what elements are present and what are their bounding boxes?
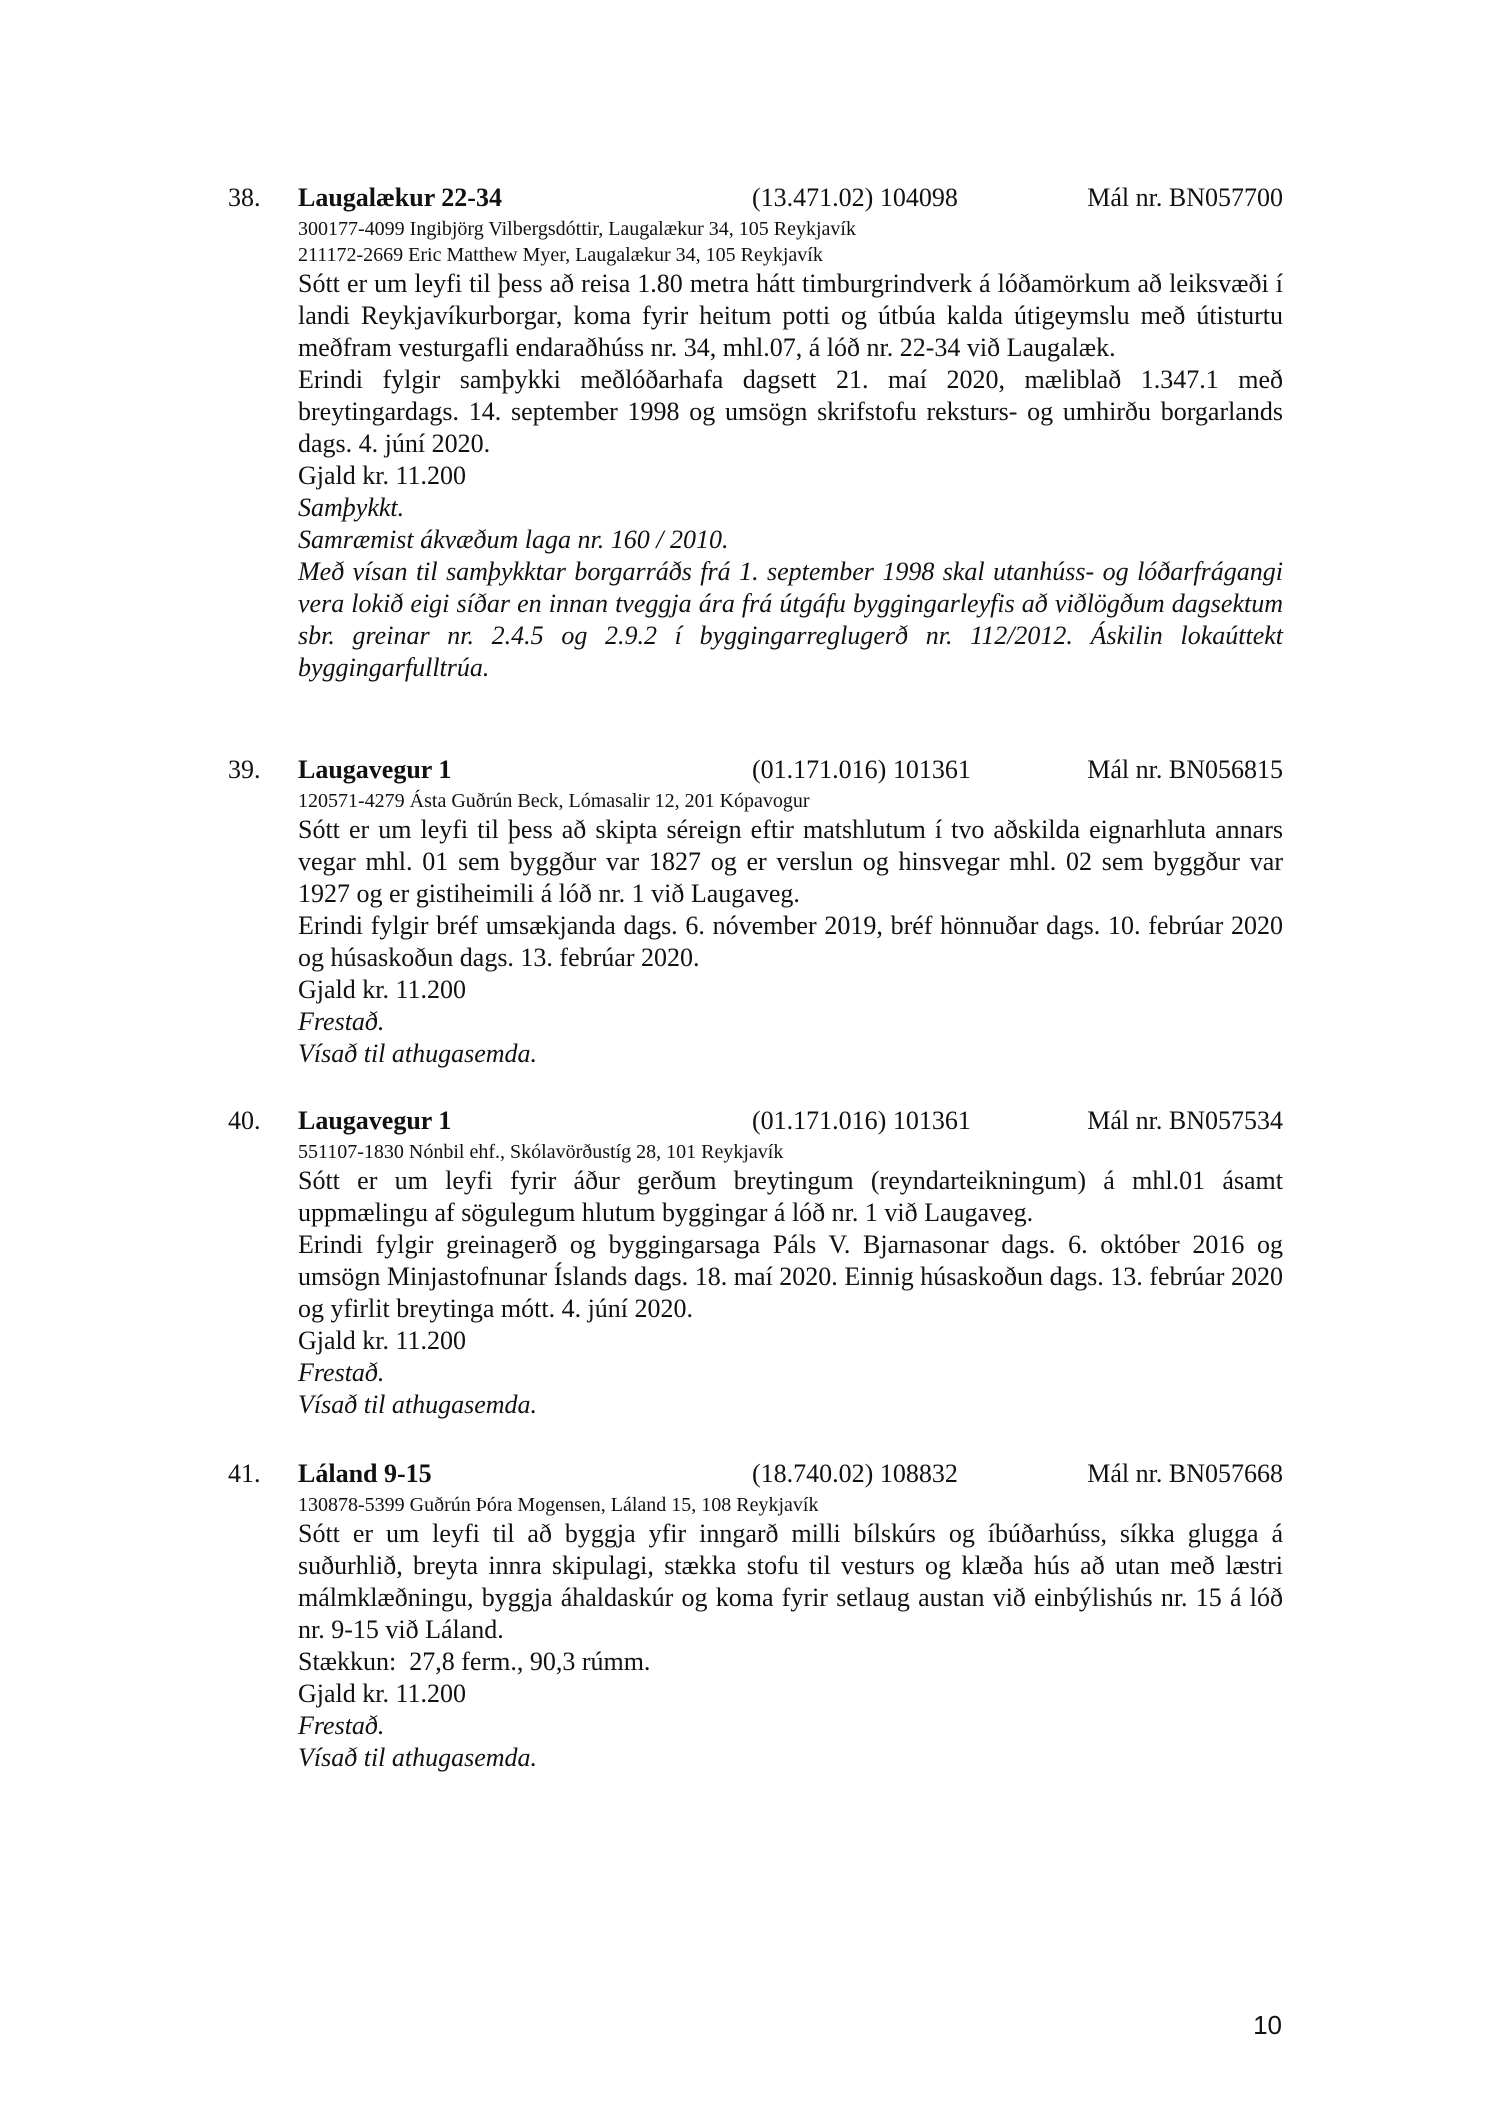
case-fee: Gjald kr. 11.200 <box>298 461 467 490</box>
case-header <box>228 180 1283 216</box>
case-attachments: Erindi fylgir bréf umsækjanda dags. 6. nóvember 2019, bréf hönnuðar dags. 10. febrúar 2020 og húsaskoðun dags. 13. febrúar 2020. <box>298 911 1283 972</box>
case-condition: Með vísan til samþykktar borgarráðs frá 1. september 1998 skal utanhúss- og lóðarfrágangi vera lokið eigi síðar en innan tveggja ára frá útgáfu byggingarleyfis að viðlögðum dagsektum sbr. greinar nr. 2.4.5 og 2.9.2 í byggingarreglugerð nr. 112/2012. Áskilin lokaúttekt byggingarfulltrúa. <box>298 557 1283 682</box>
case-header <box>228 752 1283 788</box>
applicant: 300177-4099 Ingibjörg Vilbergsdóttir, Laugalækur 34, 105 Reykjavík <box>298 218 856 240</box>
case-attachments: Erindi fylgir samþykki meðlóðarhafa dagsett 21. maí 2020, mæliblað 1.347.1 með breytingardags. 14. september 1998 og umsögn skrifstofu reksturs- og umhirðu borgarlands dags. 4. júní 2020. <box>298 365 1283 458</box>
case-fee: Gjald kr. 11.200 <box>298 975 467 1004</box>
case-body <box>298 1492 1283 1774</box>
case-land-reference: (13.471.02) 104098 <box>752 183 958 212</box>
case-decision: Frestað. <box>298 1007 385 1036</box>
case-description: Sótt er um leyfi til þess að skipta séreign eftir matshlutum í tvo aðskilda eignarhluta annars vegar mhl. 01 sem byggður var 1827 og er verslun og hinsvegar mhl. 02 sem byggður var 1927 og er gistiheimili á lóð nr. 1 við Laugaveg. <box>298 815 1283 908</box>
case-number: 40. <box>228 1106 261 1135</box>
case-number: 41. <box>228 1459 261 1488</box>
applicant: 211172-2669 Eric Matthew Myer, Laugalækur 34, 105 Reykjavík <box>298 244 823 266</box>
case-fee: Gjald kr. 11.200 <box>298 1679 467 1708</box>
case-item <box>228 1103 1283 1421</box>
case-land-reference: (18.740.02) 108832 <box>752 1459 958 1488</box>
case-note: Vísað til athugasemda. <box>298 1039 538 1068</box>
case-note: Vísað til athugasemda. <box>298 1390 538 1419</box>
applicant: 120571-4279 Ásta Guðrún Beck, Lómasalir 12, 201 Kópavogur <box>298 790 810 812</box>
page-number: 10 <box>1253 2010 1282 2040</box>
applicant: 551107-1830 Nónbil ehf., Skólavörðustíg 28, 101 Reykjavík <box>298 1141 784 1163</box>
case-description: Sótt er um leyfi til þess að reisa 1.80 metra hátt timburgrindverk á lóðamörkum að leiksvæði í landi Reykjavíkurborgar, koma fyrir heitum potti og útbúa kalda útigeymslu með útisturtu meðfram vesturgafli endaraðhúss nr. 34, mhl.07, á lóð nr. 22-34 við Laugalæk. <box>298 269 1283 362</box>
case-attachments: Erindi fylgir greinagerð og byggingarsaga Páls V. Bjarnasonar dags. 6. október 2016 og umsögn Minjastofnunar Íslands dags. 18. maí 2020. Einnig húsaskoðun dags. 13. febrúar 2020 og yfirlit breytinga mótt. 4. júní 2020. <box>298 1230 1283 1323</box>
case-number: 39. <box>228 755 261 784</box>
applicant: 130878-5399 Guðrún Þóra Mogensen, Láland 15, 108 Reykjavík <box>298 1494 819 1516</box>
case-header <box>228 1103 1283 1139</box>
case-id: Mál nr. BN057700 <box>1087 183 1283 212</box>
case-id: Mál nr. BN057534 <box>1087 1106 1283 1135</box>
case-address: Laugavegur 1 <box>298 1106 452 1135</box>
case-enlargement: Stækkun: 27,8 ferm., 90,3 rúmm. <box>298 1647 651 1676</box>
case-address: Laugalækur 22-34 <box>298 183 502 212</box>
case-description: Sótt er um leyfi til að byggja yfir inngarð milli bílskúrs og íbúðarhúss, síkka glugga á suðurhlið, breyta innra skipulagi, stækka stofu til vesturs og klæða hús að utan með læstri málmklæðningu, byggja áhaldaskúr og koma fyrir setlaug austan við einbýlishús nr. 15 á lóð nr. 9-15 við Láland. <box>298 1519 1283 1644</box>
case-decision: Frestað. <box>298 1358 385 1387</box>
case-body <box>298 788 1283 1070</box>
case-header <box>228 1456 1283 1492</box>
case-land-reference: (01.171.016) 101361 <box>752 755 971 784</box>
case-id: Mál nr. BN057668 <box>1087 1459 1283 1488</box>
case-address: Láland 9-15 <box>298 1459 432 1488</box>
case-item <box>228 752 1283 1070</box>
case-id: Mál nr. BN056815 <box>1087 755 1283 784</box>
case-decision: Samþykkt. <box>298 493 405 522</box>
case-description: Sótt er um leyfi fyrir áður gerðum breytingum (reyndarteikningum) á mhl.01 ásamt uppmælingu af sögulegum hlutum byggingar á lóð nr. 1 við Laugaveg. <box>298 1166 1283 1227</box>
case-item <box>228 1456 1283 1774</box>
case-number: 38. <box>228 183 261 212</box>
case-note: Vísað til athugasemda. <box>298 1743 538 1772</box>
case-fee: Gjald kr. 11.200 <box>298 1326 467 1355</box>
case-land-reference: (01.171.016) 101361 <box>752 1106 971 1135</box>
case-decision: Frestað. <box>298 1711 385 1740</box>
case-item <box>228 180 1283 684</box>
case-note: Samræmist ákvæðum laga nr. 160 / 2010. <box>298 525 729 554</box>
case-body <box>298 216 1283 684</box>
case-address: Laugavegur 1 <box>298 755 452 784</box>
case-body <box>298 1139 1283 1421</box>
